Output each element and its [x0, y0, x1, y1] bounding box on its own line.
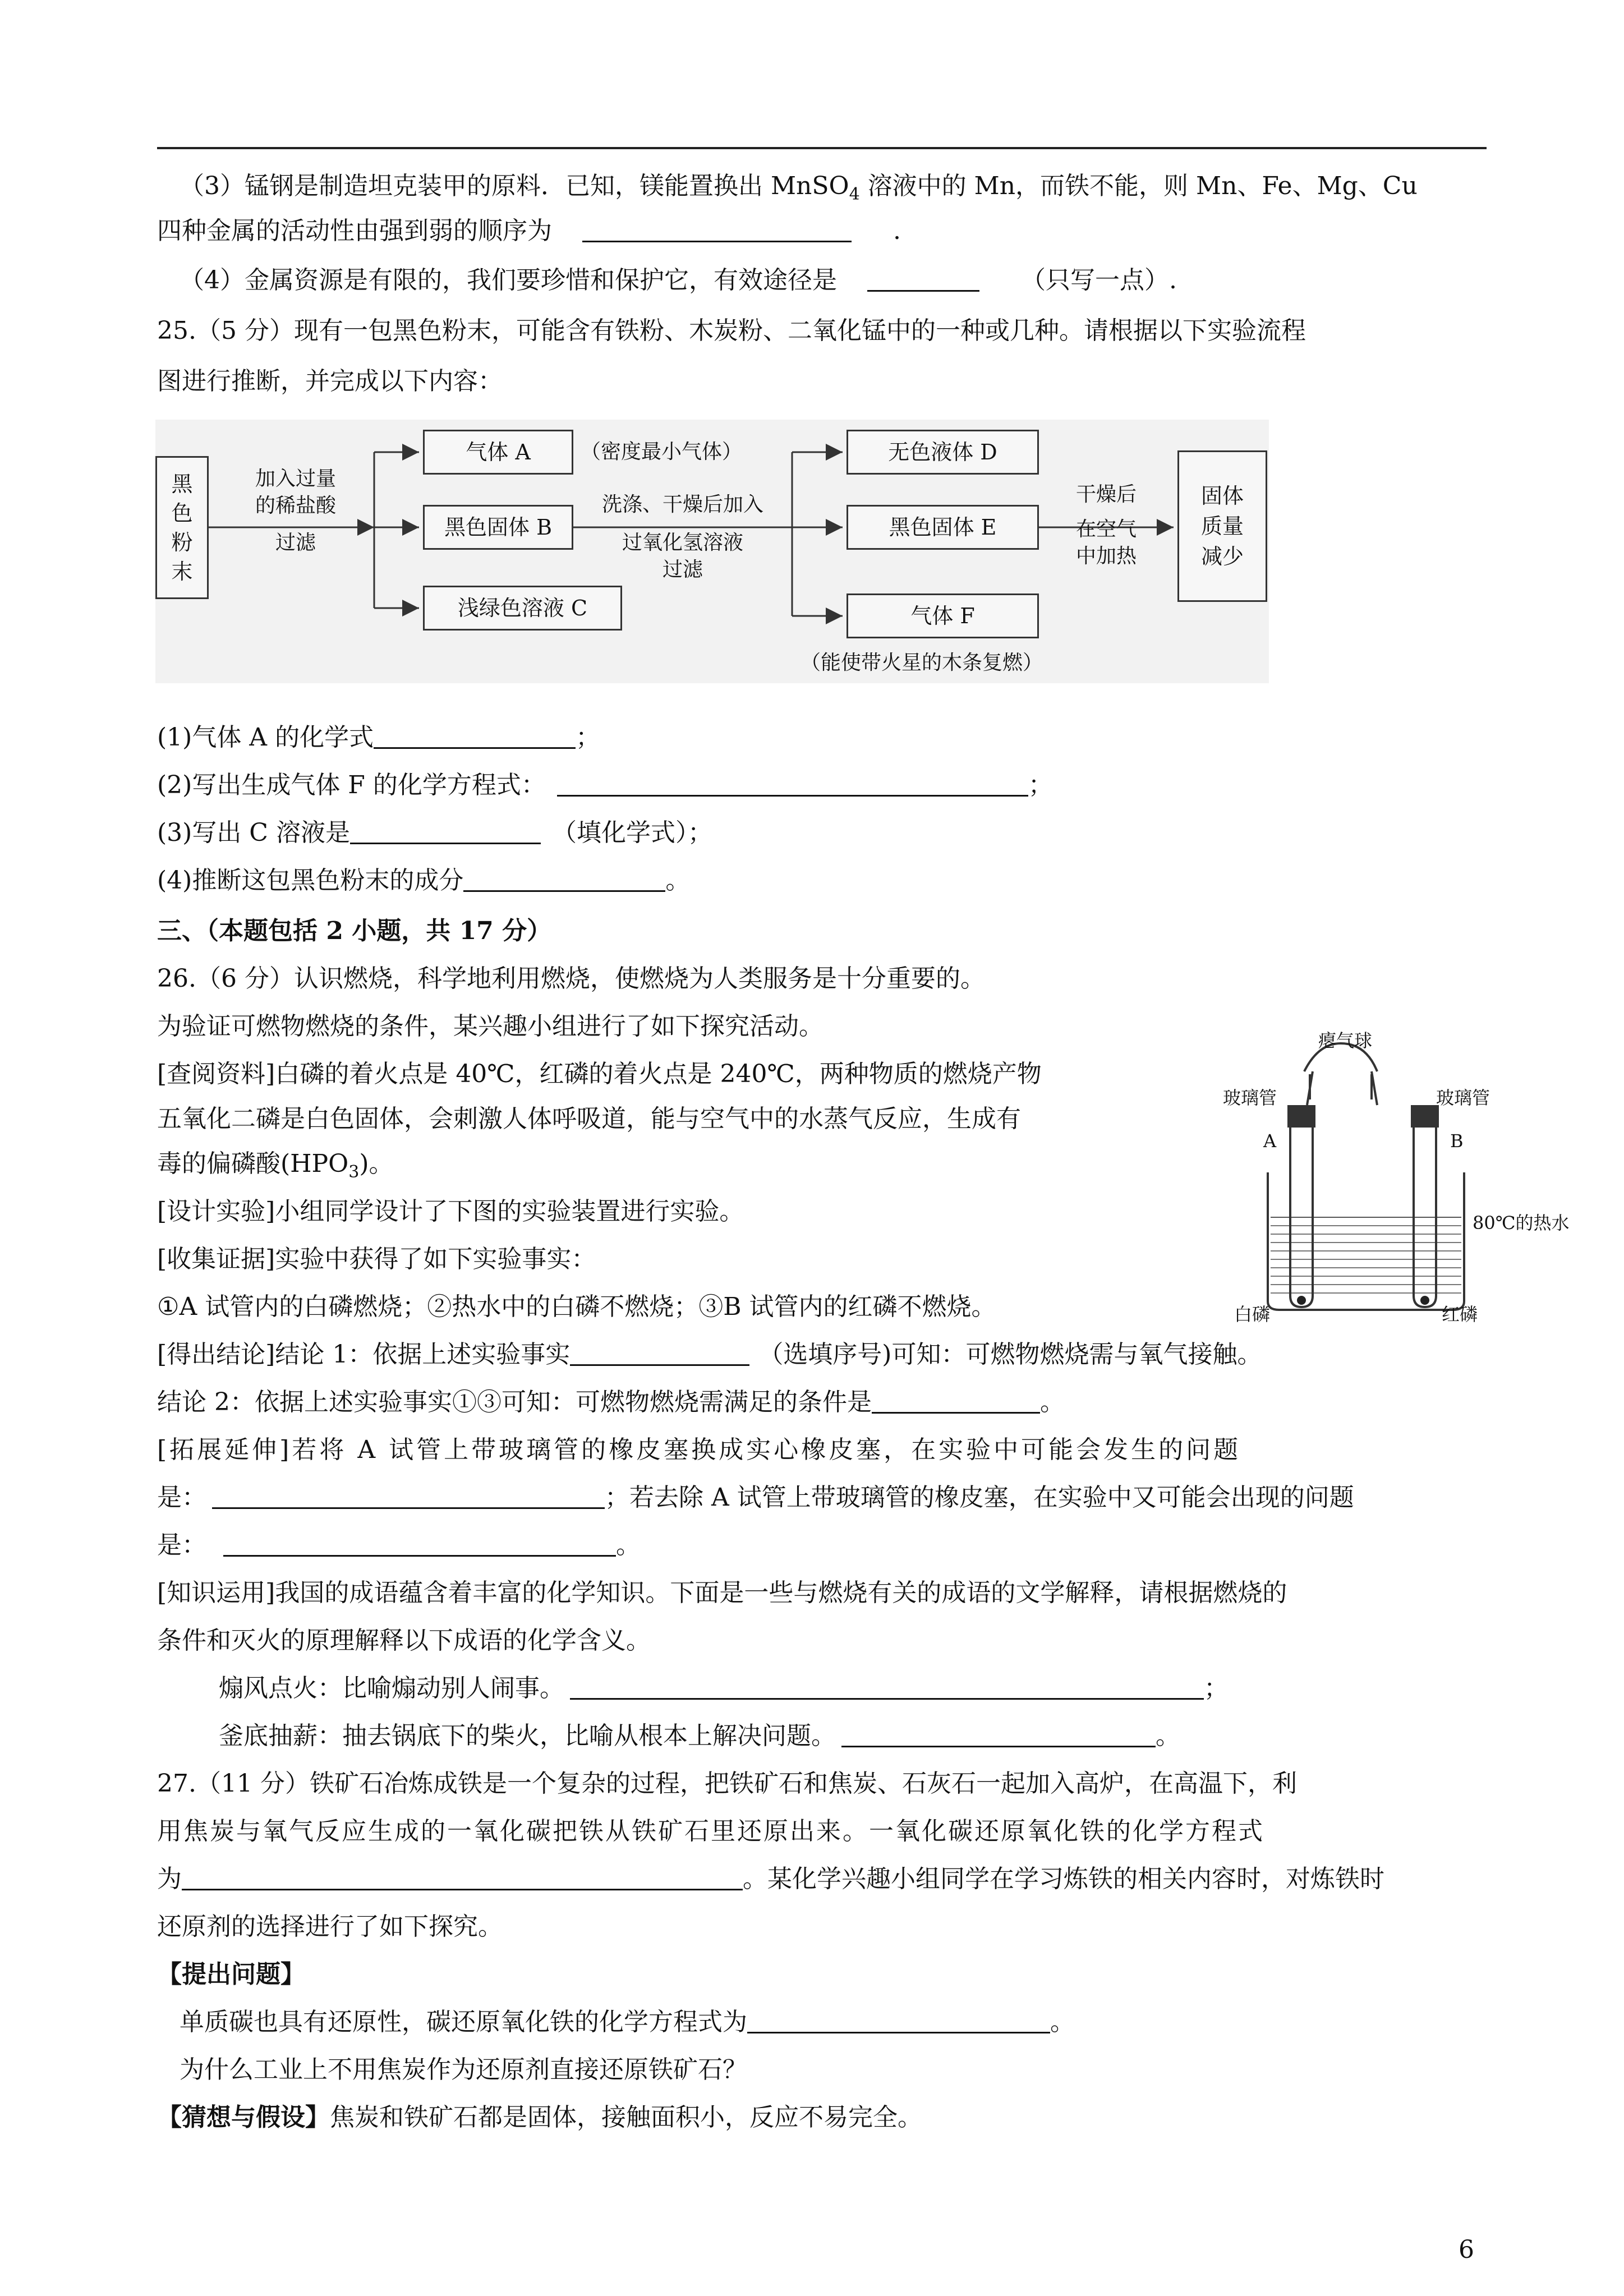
- q25-intro-line1: 25.（5 分）现有一包黑色粉末，可能含有铁粉、木炭粉、二氧化锰中的一种或几种。请根据以下实验流程: [157, 316, 1306, 345]
- box-solution-c: 浅绿色溶液 C: [423, 586, 622, 631]
- q26-line13: [157, 1529, 1487, 1562]
- q27-line5-a: 单质碳也具有还原性，碳还原氧化铁的化学方程式为: [180, 2008, 747, 2036]
- q26-line8: ①A 试管内的白磷燃烧；②热水中的白磷不燃烧；③B 试管内的红磷不燃烧。: [157, 1292, 996, 1321]
- box-solid-b: 黑色固体 B: [423, 505, 573, 550]
- label-tube-b: B: [1450, 1130, 1464, 1152]
- q27-carbon-equation-blank[interactable]: [747, 2007, 1050, 2033]
- step1-line2: 的稀盐酸: [255, 494, 336, 517]
- section-3-heading: 三、（本题包括 2 小题，共 17 分）: [157, 917, 552, 945]
- label-tube-right: 玻璃管: [1436, 1087, 1490, 1108]
- q24-part4-text-b: （只写一点）.: [1021, 266, 1177, 295]
- q26-line6: [设计实验]小组同学设计了下图的实验装置进行实验。: [157, 1197, 744, 1226]
- q26-idiom1-end: ；: [1204, 1674, 1229, 1703]
- label-white-phosphorus: 白磷: [1234, 1304, 1271, 1325]
- q25-q1-text: (1)气体 A 的化学式: [157, 723, 374, 752]
- box-liquid-d: 无色液体 D: [846, 430, 1039, 475]
- q27-line6: 为什么工业上不用焦炭作为还原剂直接还原铁矿石？: [180, 2055, 747, 2084]
- q26-line17: [219, 1719, 1548, 1753]
- q26-conclusion1-blank[interactable]: [570, 1340, 749, 1366]
- q24-part3-text-b: 溶液中的 Mn，而铁不能，则 Mn、Fe、Mg、Cu: [859, 172, 1418, 200]
- box-solid-e: 黑色固体 E: [846, 505, 1039, 550]
- q26-line9-b: （选填序号)可知：可燃物燃烧需与氧气接触。: [758, 1340, 1262, 1369]
- header-rule: [157, 147, 1487, 149]
- q25-q2-end: ；: [1028, 771, 1053, 799]
- q26-line13-b: 。: [616, 1531, 641, 1559]
- q25-q4-blank[interactable]: [463, 866, 665, 892]
- label-tube-left: 玻璃管: [1223, 1087, 1277, 1108]
- q26-line5-b: )。: [359, 1149, 394, 1178]
- q27-line7: [157, 2101, 1487, 2134]
- q26-problem2-blank[interactable]: [223, 1530, 616, 1557]
- q26-line10: [157, 1386, 1487, 1419]
- q24-part3-line1: [180, 169, 1509, 211]
- q24-part4-text-a: （4）金属资源是有限的，我们要珍惜和保护它，有效途径是: [180, 266, 837, 295]
- gas-f-note: （能使带火星的木条复燃）: [801, 651, 1043, 674]
- q24-part3-text-c: 四种金属的活动性由强到弱的顺序为: [157, 217, 552, 245]
- q25-q1: [157, 721, 1487, 754]
- q25-q4-end: 。: [665, 866, 691, 895]
- step3-line3: 中加热: [1075, 545, 1137, 568]
- q25-q1-blank[interactable]: [374, 723, 576, 749]
- q26-line1: 26.（6 分）认识燃烧，科学地利用燃烧，使燃烧为人类服务是十分重要的。: [157, 964, 985, 993]
- step1-label: [231, 466, 360, 556]
- q24-part3-text-a: （3）锰钢是制造坦克装甲的原料．已知，镁能置换出 MnSO: [180, 172, 849, 200]
- q26-line12: [157, 1481, 1487, 1515]
- q26-line5-a: 毒的偏磷酸(HPO: [157, 1149, 349, 1178]
- q24-part4-line: [180, 264, 1509, 297]
- q26-line7: [收集证据]实验中获得了如下实验事实：: [157, 1245, 596, 1273]
- q27-line3: [157, 1862, 1487, 1896]
- q25-q3: [157, 816, 1487, 850]
- step1-line3: 过滤: [275, 531, 316, 554]
- q26-line12-b: ；若去除 A 试管上带玻璃管的橡皮塞，在实验中又可能会出现的问题: [605, 1483, 1354, 1512]
- q24-answer-blank-protect[interactable]: [867, 265, 979, 292]
- q25-q2-blank[interactable]: [557, 770, 1028, 797]
- q27-line4: 还原剂的选择进行了如下探究。: [157, 1912, 503, 1941]
- q27-line3-a: 为: [157, 1865, 182, 1893]
- combustion-apparatus-figure: [1223, 1030, 1570, 1325]
- q26-line2: 为验证可燃物燃烧的条件，某兴趣小组进行了如下探究活动。: [157, 1012, 823, 1041]
- q27-line5-b: 。: [1050, 2008, 1075, 2036]
- q26-line13-a: 是：: [157, 1531, 206, 1559]
- step2-line1: 洗涤、干燥后加入: [601, 493, 763, 516]
- q26-line16: [219, 1672, 1548, 1705]
- q25-q3-end: （填化学式）；: [551, 818, 712, 847]
- q27-heading-hypothesis: 【猜想与假设】: [157, 2103, 330, 2132]
- box-gas-f: 气体 F: [846, 593, 1039, 638]
- q27-line2: 用焦炭与氧气反应生成的一氧化碳把铁从铁矿石里还原出来。一氧化碳还原氧化铁的化学方程式: [157, 1817, 1264, 1846]
- q27-line5: [180, 2005, 1509, 2039]
- q24-part3-end: .: [893, 217, 901, 245]
- q26-line12-a: 是：: [157, 1483, 206, 1512]
- q24-answer-blank-order[interactable]: [582, 216, 852, 242]
- q26-line9-a: [得出结论]结论 1：依据上述实验事实: [157, 1340, 571, 1369]
- q25-intro-line2: 图进行推断，并完成以下内容：: [157, 367, 503, 395]
- q26-problem1-blank[interactable]: [212, 1483, 605, 1509]
- step3-label: [1053, 481, 1160, 570]
- apparatus-drawing: [1229, 1032, 1498, 1324]
- q25-q1-end: ；: [576, 723, 601, 752]
- page-number: 6: [1459, 2235, 1474, 2264]
- step2-line2: 过氧化氢溶液: [622, 531, 743, 554]
- q25-q3-text: (3)写出 C 溶液是: [157, 818, 350, 847]
- q26-idiom2-text: 釜底抽薪：抽去锅底下的柴火，比喻从根本上解决问题。: [219, 1722, 836, 1750]
- q27-line7-text: 焦炭和铁矿石都是固体，接触面积小，反应不易完全。: [330, 2103, 922, 2132]
- q26-line4: 五氧化二磷是白色固体，会刺激人体呼吸道，能与空气中的水蒸气反应，生成有: [157, 1105, 1021, 1133]
- q26-line5-sub: 3: [348, 1162, 360, 1182]
- box-gas-a: 气体 A: [423, 430, 573, 475]
- label-balloon: 瘪气球: [1318, 1030, 1373, 1051]
- q27-heading-question: 【提出问题】: [157, 1960, 305, 1989]
- q26-line15: 条件和灭火的原理解释以下成语的化学含义。: [157, 1626, 651, 1655]
- q26-line10-b: 。: [1039, 1388, 1065, 1416]
- q25-q2: [157, 769, 1487, 802]
- q26-line3: [查阅资料]白磷的着火点是 40℃，红磷的着火点是 240℃，两种物质的燃烧产物: [157, 1060, 1042, 1088]
- q25-q3-blank[interactable]: [350, 818, 541, 844]
- q25-q4: [157, 864, 1487, 898]
- q26-idiom2-blank[interactable]: [841, 1721, 1156, 1747]
- q25-q2-text: (2)写出生成气体 F 的化学方程式：: [157, 771, 546, 799]
- q26-line9: [157, 1338, 1487, 1372]
- step2-label: [587, 491, 778, 583]
- q26-idiom1-text: 煽风点火：比喻煽动别人闹事。: [219, 1674, 564, 1703]
- q26-conclusion2-blank[interactable]: [872, 1387, 1040, 1414]
- q27-co-equation-blank[interactable]: [182, 1864, 743, 1890]
- q26-idiom1-blank[interactable]: [570, 1673, 1204, 1700]
- q26-line10-a: 结论 2：依据上述实验事实①③可知：可燃物燃烧需满足的条件是: [157, 1388, 872, 1416]
- label-red-phosphorus: 红磷: [1442, 1304, 1478, 1325]
- q24-part3-subscript: 4: [849, 185, 860, 204]
- q26-line14: [知识运用]我国的成语蕴含着丰富的化学知识。下面是一些与燃烧有关的成语的文学解释，请根据燃烧的: [157, 1579, 1287, 1607]
- label-tube-a: A: [1263, 1130, 1277, 1152]
- box-result: 固体质量减少: [1177, 450, 1267, 602]
- q26-idiom2-end: 。: [1156, 1722, 1180, 1750]
- q25-q4-text: (4)推断这包黑色粉末的成分: [157, 866, 464, 895]
- step3-line1: 干燥后: [1075, 483, 1137, 506]
- q27-line1: 27.（11 分）铁矿石冶炼成铁是一个复杂的过程，把铁矿石和焦炭、石灰石一起加入高炉，在高温下，利: [157, 1769, 1297, 1798]
- q26-line11: [拓展延伸]若将 A 试管上带玻璃管的橡皮塞换成实心橡皮塞，在实验中可能会发生的问题: [157, 1435, 1241, 1464]
- start-box-black-powder: 黑色粉末: [155, 456, 209, 599]
- label-hot-water: 80℃的热水: [1473, 1212, 1570, 1234]
- q27-line3-b: 。某化学兴趣小组同学在学习炼铁的相关内容时，对炼铁时: [743, 1865, 1384, 1893]
- step3-line2: 在空气: [1075, 518, 1137, 541]
- q25-flow-diagram: [155, 420, 1269, 683]
- step2-line3: 过滤: [662, 558, 703, 581]
- step1-line1: 加入过量: [255, 467, 336, 490]
- gas-a-note: （密度最小气体）: [581, 440, 743, 463]
- q24-part3-line2: [157, 214, 1487, 248]
